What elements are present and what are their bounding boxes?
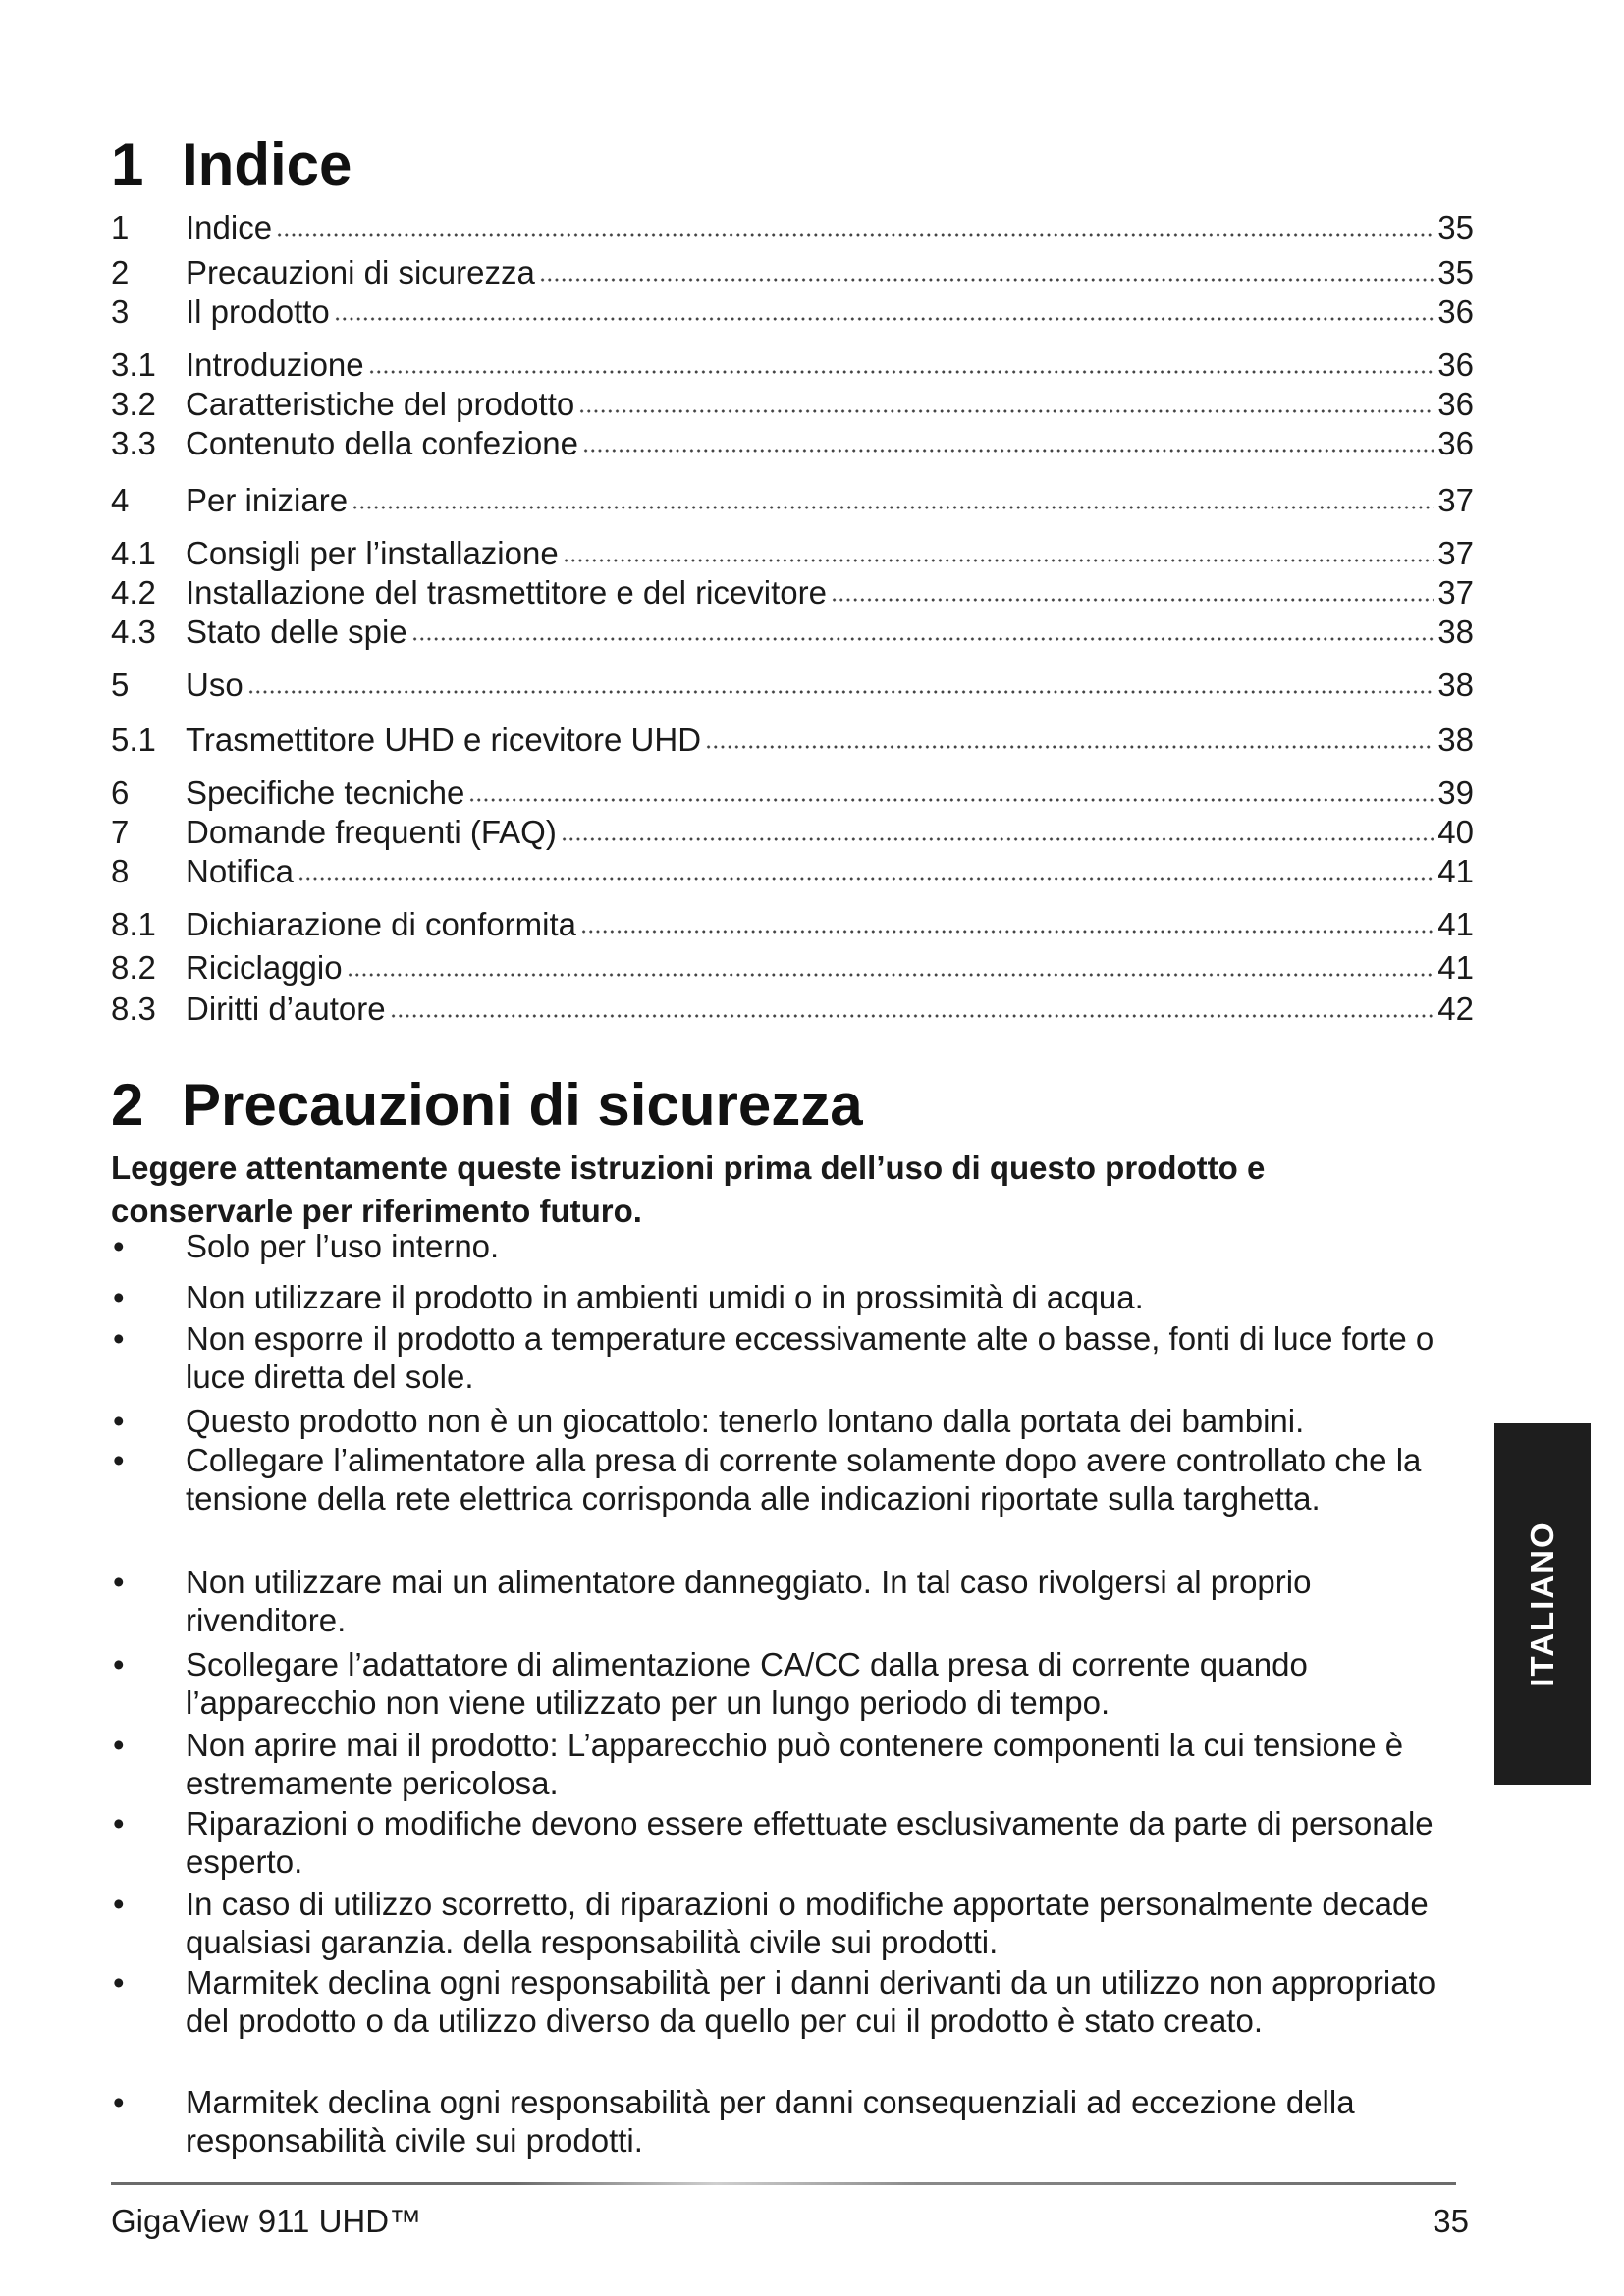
footer-page-number: 35 [1433,2203,1469,2239]
toc-entry-title: Per iniziare [186,482,349,518]
bullet-icon: • [113,1646,125,1682]
safety-heading-title: Precauzioni di sicurezza [182,1072,863,1138]
toc-entry[interactable] [111,613,1474,652]
toc-leader-dots [705,742,1434,752]
list-item-text: In caso di utilizzo scorretto, di riparazioni o modifiche apportate personalmente decade qualsiasi garanzia. della responsabilità civile sui prodotti. [186,1886,1429,1960]
safety-intro: Leggere attentamente queste istruzioni prima dell’uso di questo prodotto e conservarle per riferimento futuro. [111,1149,1266,1229]
toc-entry[interactable] [111,481,1474,520]
toc-entry-page: 42 [1437,990,1474,1027]
toc-leader-dots [539,275,1434,285]
toc-entry-page: 37 [1437,482,1474,518]
toc-entry[interactable] [111,948,1474,988]
toc-entry-title: Stato delle spie [186,614,407,650]
toc-entry-page: 41 [1437,906,1474,942]
list-item-text: Non utilizzare il prodotto in ambienti umidi o in prossimità di acqua. [186,1279,1144,1315]
toc-entry[interactable] [111,253,1474,293]
toc-entry-title: Precauzioni di sicurezza [186,254,535,291]
toc-entry-number: 4.3 [111,614,156,650]
bullet-icon: • [113,1279,125,1315]
toc-entry[interactable] [111,989,1474,1029]
toc-entry-number: 4.2 [111,574,156,611]
toc-entry-page: 41 [1437,949,1474,986]
toc-entry-number: 3 [111,294,130,330]
toc-entry-number: 3.3 [111,425,156,461]
toc-entry-number: 3.1 [111,347,156,383]
bullet-icon: • [113,1228,125,1264]
toc-entry-page: 35 [1437,254,1474,291]
toc-entry-page: 37 [1437,574,1474,611]
bullet-icon: • [113,1964,125,2001]
toc-entry-page: 36 [1437,294,1474,330]
toc-leader-dots [334,314,1435,324]
toc-entry[interactable] [111,813,1474,852]
toc-entry-title: Specifiche tecniche [186,774,465,811]
toc-entry-number: 6 [111,774,130,811]
toc-entry-number: 8.2 [111,949,156,986]
toc-entry[interactable] [111,666,1474,705]
toc-entry-page: 38 [1437,614,1474,650]
toc-leader-dots [347,970,1435,980]
toc-entry-page: 36 [1437,347,1474,383]
toc-heading-number: 1 [111,132,144,197]
list-item-text: Marmitek declina ogni responsabilità per i danni derivanti da un utilizzo non appropriato del prodotto o da utilizzo diverso da quello per cui il prodotto è stato creato. [186,1964,1436,2039]
toc-entry-number: 5.1 [111,721,156,758]
bullet-icon: • [113,1442,125,1478]
toc-entry[interactable] [111,721,1474,760]
toc-entry-number: 4 [111,482,130,518]
toc-entry-title: Il prodotto [186,294,330,330]
toc-leader-dots [580,927,1434,936]
language-tab-label: ITALIANO [1524,1521,1560,1687]
toc-entry-title: Trasmettitore UHD e ricevitore UHD [186,721,702,758]
bullet-icon: • [113,1403,125,1439]
toc-entry[interactable] [111,346,1474,385]
bullet-icon: • [113,1727,125,1763]
safety-heading-number: 2 [111,1072,144,1138]
toc-leader-dots [352,503,1434,512]
toc-entry-number: 3.2 [111,386,156,422]
toc-entry-number: 4.1 [111,535,156,571]
list-item-text: Non utilizzare mai un alimentatore danneggiato. In tal caso rivolgersi al proprio rivenditore. [186,1564,1312,1638]
toc-entry-title: Installazione del trasmettitore e del ricevitore [186,574,827,611]
toc-entry[interactable] [111,208,1474,247]
toc-leader-dots [831,595,1434,605]
toc-heading-title: Indice [182,132,352,197]
toc-entry[interactable] [111,424,1474,463]
toc-entry-title: Indice [186,209,273,245]
toc-entry-page: 40 [1437,814,1474,850]
list-item-text: Non esporre il prodotto a temperature eccessivamente alte o basse, fonti di luce forte o luce diretta del sole. [186,1320,1435,1395]
toc-leader-dots [468,795,1434,805]
toc-leader-dots [276,230,1434,240]
toc-leader-dots [578,406,1434,416]
toc-leader-dots [247,687,1435,697]
list-item-text: Riparazioni o modifiche devono essere effettuate esclusivamente da parte di personale esperto. [186,1805,1434,1880]
list-item-text: Scollegare l’adattatore di alimentazione CA/CC dalla presa di corrente quando l’apparecchio non viene utilizzato per un lungo periodo di tempo. [186,1646,1308,1721]
toc-entry[interactable] [111,573,1474,613]
bullet-icon: • [113,1564,125,1600]
list-item-text: Marmitek declina ogni responsabilità per danni consequenziali ad eccezione della responsabilità civile sui prodotti. [186,2084,1355,2159]
toc-leader-dots [563,556,1435,565]
list-item-text: Solo per l’uso interno. [186,1228,500,1264]
toc-entry[interactable] [111,534,1474,573]
toc-entry-number: 2 [111,254,130,291]
toc-leader-dots [561,834,1434,844]
bullet-icon: • [113,1886,125,1922]
toc-entry[interactable] [111,385,1474,424]
toc-entry-number: 8 [111,853,130,889]
bullet-icon: • [113,1320,125,1357]
toc-entry-number: 5 [111,667,130,703]
toc-entry[interactable] [111,905,1474,944]
toc-entry-number: 8.3 [111,990,156,1027]
toc-entry-title: Uso [186,667,244,703]
toc-entry-page: 36 [1437,386,1474,422]
toc-entry-page: 35 [1437,209,1474,245]
toc-entry-number: 8.1 [111,906,156,942]
footer-product-name: GigaView 911 UHD™ [111,2203,422,2239]
toc-entry-title: Introduzione [186,347,364,383]
toc-leader-dots [368,367,1435,377]
toc-leader-dots [298,874,1434,883]
toc-leader-dots [390,1011,1435,1021]
bullet-icon: • [113,1805,125,1842]
toc-entry-title: Notifica [186,853,295,889]
toc-entry-page: 41 [1437,853,1474,889]
toc-entry-page: 36 [1437,425,1474,461]
safety-heading [111,1072,863,1138]
toc-entry-title: Diritti d’autore [186,990,386,1027]
toc-entry-title: Consigli per l’installazione [186,535,559,571]
list-item-text: Non aprire mai il prodotto: L’apparecchio può contenere componenti la cui tensione è estremamente pericolosa. [186,1727,1404,1801]
toc-entry-number: 1 [111,209,130,245]
list-item-text: Collegare l’alimentatore alla presa di corrente solamente dopo avere controllato che la tensione della rete elettrica corrisponda alle indicazioni riportate sulla targhetta. [186,1442,1422,1517]
list-item-text: Questo prodotto non è un giocattolo: tenerlo lontano dalla portata dei bambini. [186,1403,1305,1439]
toc-entry-title: Contenuto della confezione [186,425,578,461]
bullet-icon: • [113,2084,125,2120]
toc-entry[interactable] [111,774,1474,813]
toc-entry-title: Domande frequenti (FAQ) [186,814,557,850]
toc-entry-page: 39 [1437,774,1474,811]
footer-divider [111,2182,1456,2185]
toc-entry-page: 38 [1437,721,1474,758]
toc-leader-dots [411,634,1435,644]
toc-entry-page: 37 [1437,535,1474,571]
toc-leader-dots [582,446,1434,455]
toc-entry-title: Riciclaggio [186,949,343,986]
toc-entry-title: Dichiarazione di conformita [186,906,577,942]
toc-heading [111,132,352,197]
toc-entry-title: Caratteristiche del prodotto [186,386,575,422]
toc-entry-number: 7 [111,814,130,850]
toc-entry[interactable] [111,852,1474,891]
toc-entry-page: 38 [1437,667,1474,703]
toc-entry[interactable] [111,293,1474,332]
